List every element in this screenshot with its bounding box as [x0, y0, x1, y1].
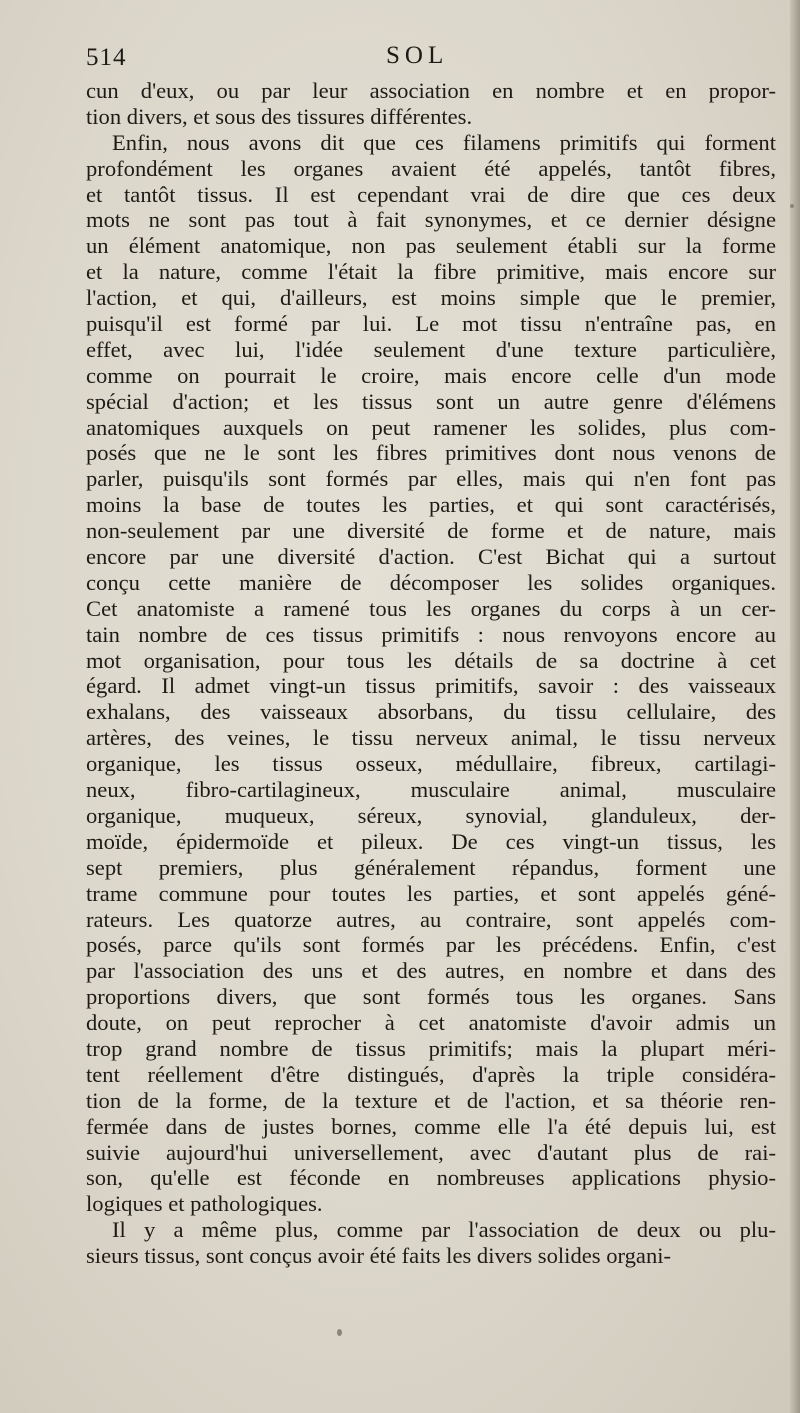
text-line: conçu cette manière de décomposer les solides organiques. [86, 569, 776, 595]
text-line: artères, des veines, le tissu nerveux animal, le tissu nerveux [86, 725, 776, 751]
text-line: mot organisation, pour tous les détails de sa doctrine à cet [86, 647, 776, 673]
text-line: sieurs tissus, sont conçus avoir été faits les divers solides organi- [86, 1243, 672, 1269]
page-edge-shadow [790, 0, 800, 1413]
text-line: égard. Il admet vingt-un tissus primitifs, savoir : des vaisseaux [86, 673, 776, 699]
text-line: organique, les tissus osseux, médullaire, fibreux, cartilagi- [86, 751, 776, 777]
text-line: encore par une diversité d'action. C'est Bichat qui a surtout [86, 544, 776, 570]
text-line: rateurs. Les quatorze autres, au contraire, sont appelés com- [86, 906, 776, 932]
text-line: Enfin, nous avons dit que ces filamens primitifs qui forment [112, 129, 776, 155]
text-line: proportions divers, que sont formés tous les organes. Sans [86, 984, 776, 1010]
text-line: comme on pourrait le croire, mais encore celle d'un mode [86, 362, 776, 388]
text-line: effet, avec lui, l'idée seulement d'une texture particulière, [86, 336, 776, 362]
text-line: cun d'eux, ou par leur association en nombre et en propor- [86, 78, 776, 103]
running-head: SOL [386, 42, 449, 69]
text-line: fermée dans de justes bornes, comme elle l'a été depuis lui, est [86, 1113, 776, 1139]
text-line: tent réellement d'être distingués, d'après la triple considéra- [86, 1061, 776, 1087]
text-line: trop grand nombre de tissus primitifs; mais la plupart méri- [86, 1035, 776, 1061]
text-line: anatomiques auxquels on peut ramener les solides, plus com- [86, 414, 776, 440]
page-header [86, 44, 776, 78]
text-line: mots ne sont pas tout à fait synonymes, et ce dernier désigne [86, 207, 776, 233]
text-line: profondément les organes avaient été appelés, tantôt fibres, [86, 155, 776, 181]
text-line: exhalans, des vaisseaux absorbans, du tissu cellulaire, des [86, 699, 776, 725]
paper-speck [790, 204, 794, 208]
text-line: l'action, et qui, d'ailleurs, est moins simple que le premier, [86, 285, 776, 311]
text-line: neux, fibro-cartilagineux, musculaire animal, musculaire [86, 777, 776, 803]
text-line: et la nature, comme l'était la fibre primitive, mais encore sur [86, 259, 776, 285]
text-line: posés que ne le sont les fibres primitives dont nous venons de [86, 440, 776, 466]
text-line: posés, parce qu'ils sont formés par les précédens. Enfin, c'est [86, 932, 776, 958]
body-text [86, 78, 776, 1269]
text-line: suivie aujourd'hui universellement, avec d'autant plus de rai- [86, 1139, 776, 1165]
text-line: puisqu'il est formé par lui. Le mot tissu n'entraîne pas, en [86, 311, 776, 337]
text-line: parler, puisqu'ils sont formés par elles, mais qui n'en font pas [86, 466, 776, 492]
text-line: tion divers, et sous des tissures différentes. [86, 103, 473, 129]
text-line: trame commune pour toutes les parties, et sont appelés géné- [86, 880, 776, 906]
text-line: son, qu'elle est féconde en nombreuses applications physio- [86, 1165, 776, 1191]
text-line: Cet anatomiste a ramené tous les organes du corps à un cer- [86, 595, 776, 621]
text-line: moins la base de toutes les parties, et qui sont caractérisés, [86, 492, 776, 518]
page-number: 514 [86, 44, 127, 71]
text-line: par l'association des uns et des autres, en nombre et dans des [86, 958, 776, 984]
text-line: un élément anatomique, non pas seulement établi sur la forme [86, 233, 776, 259]
text-line: tion de la forme, de la texture et de l'action, et sa théorie ren- [86, 1087, 776, 1113]
text-line: Il y a même plus, comme par l'association de deux ou plu- [112, 1217, 776, 1243]
text-line: spécial d'action; et les tissus sont un autre genre d'élémens [86, 388, 776, 414]
text-line: doute, on peut reprocher à cet anatomiste d'avoir admis un [86, 1010, 776, 1036]
text-line: moïde, épidermoïde et pileux. De ces vingt-un tissus, les [86, 828, 776, 854]
text-line: non-seulement par une diversité de forme et de nature, mais [86, 518, 776, 544]
text-line: sept premiers, plus généralement répandus, forment une [86, 854, 776, 880]
text-line: logiques et pathologiques. [86, 1191, 323, 1217]
text-line: et tantôt tissus. Il est cependant vrai de dire que ces deux [86, 181, 776, 207]
paper-speck [337, 1329, 342, 1336]
text-line: organique, muqueux, séreux, synovial, glanduleux, der- [86, 802, 776, 828]
text-line: tain nombre de ces tissus primitifs : nous renvoyons encore au [86, 621, 776, 647]
